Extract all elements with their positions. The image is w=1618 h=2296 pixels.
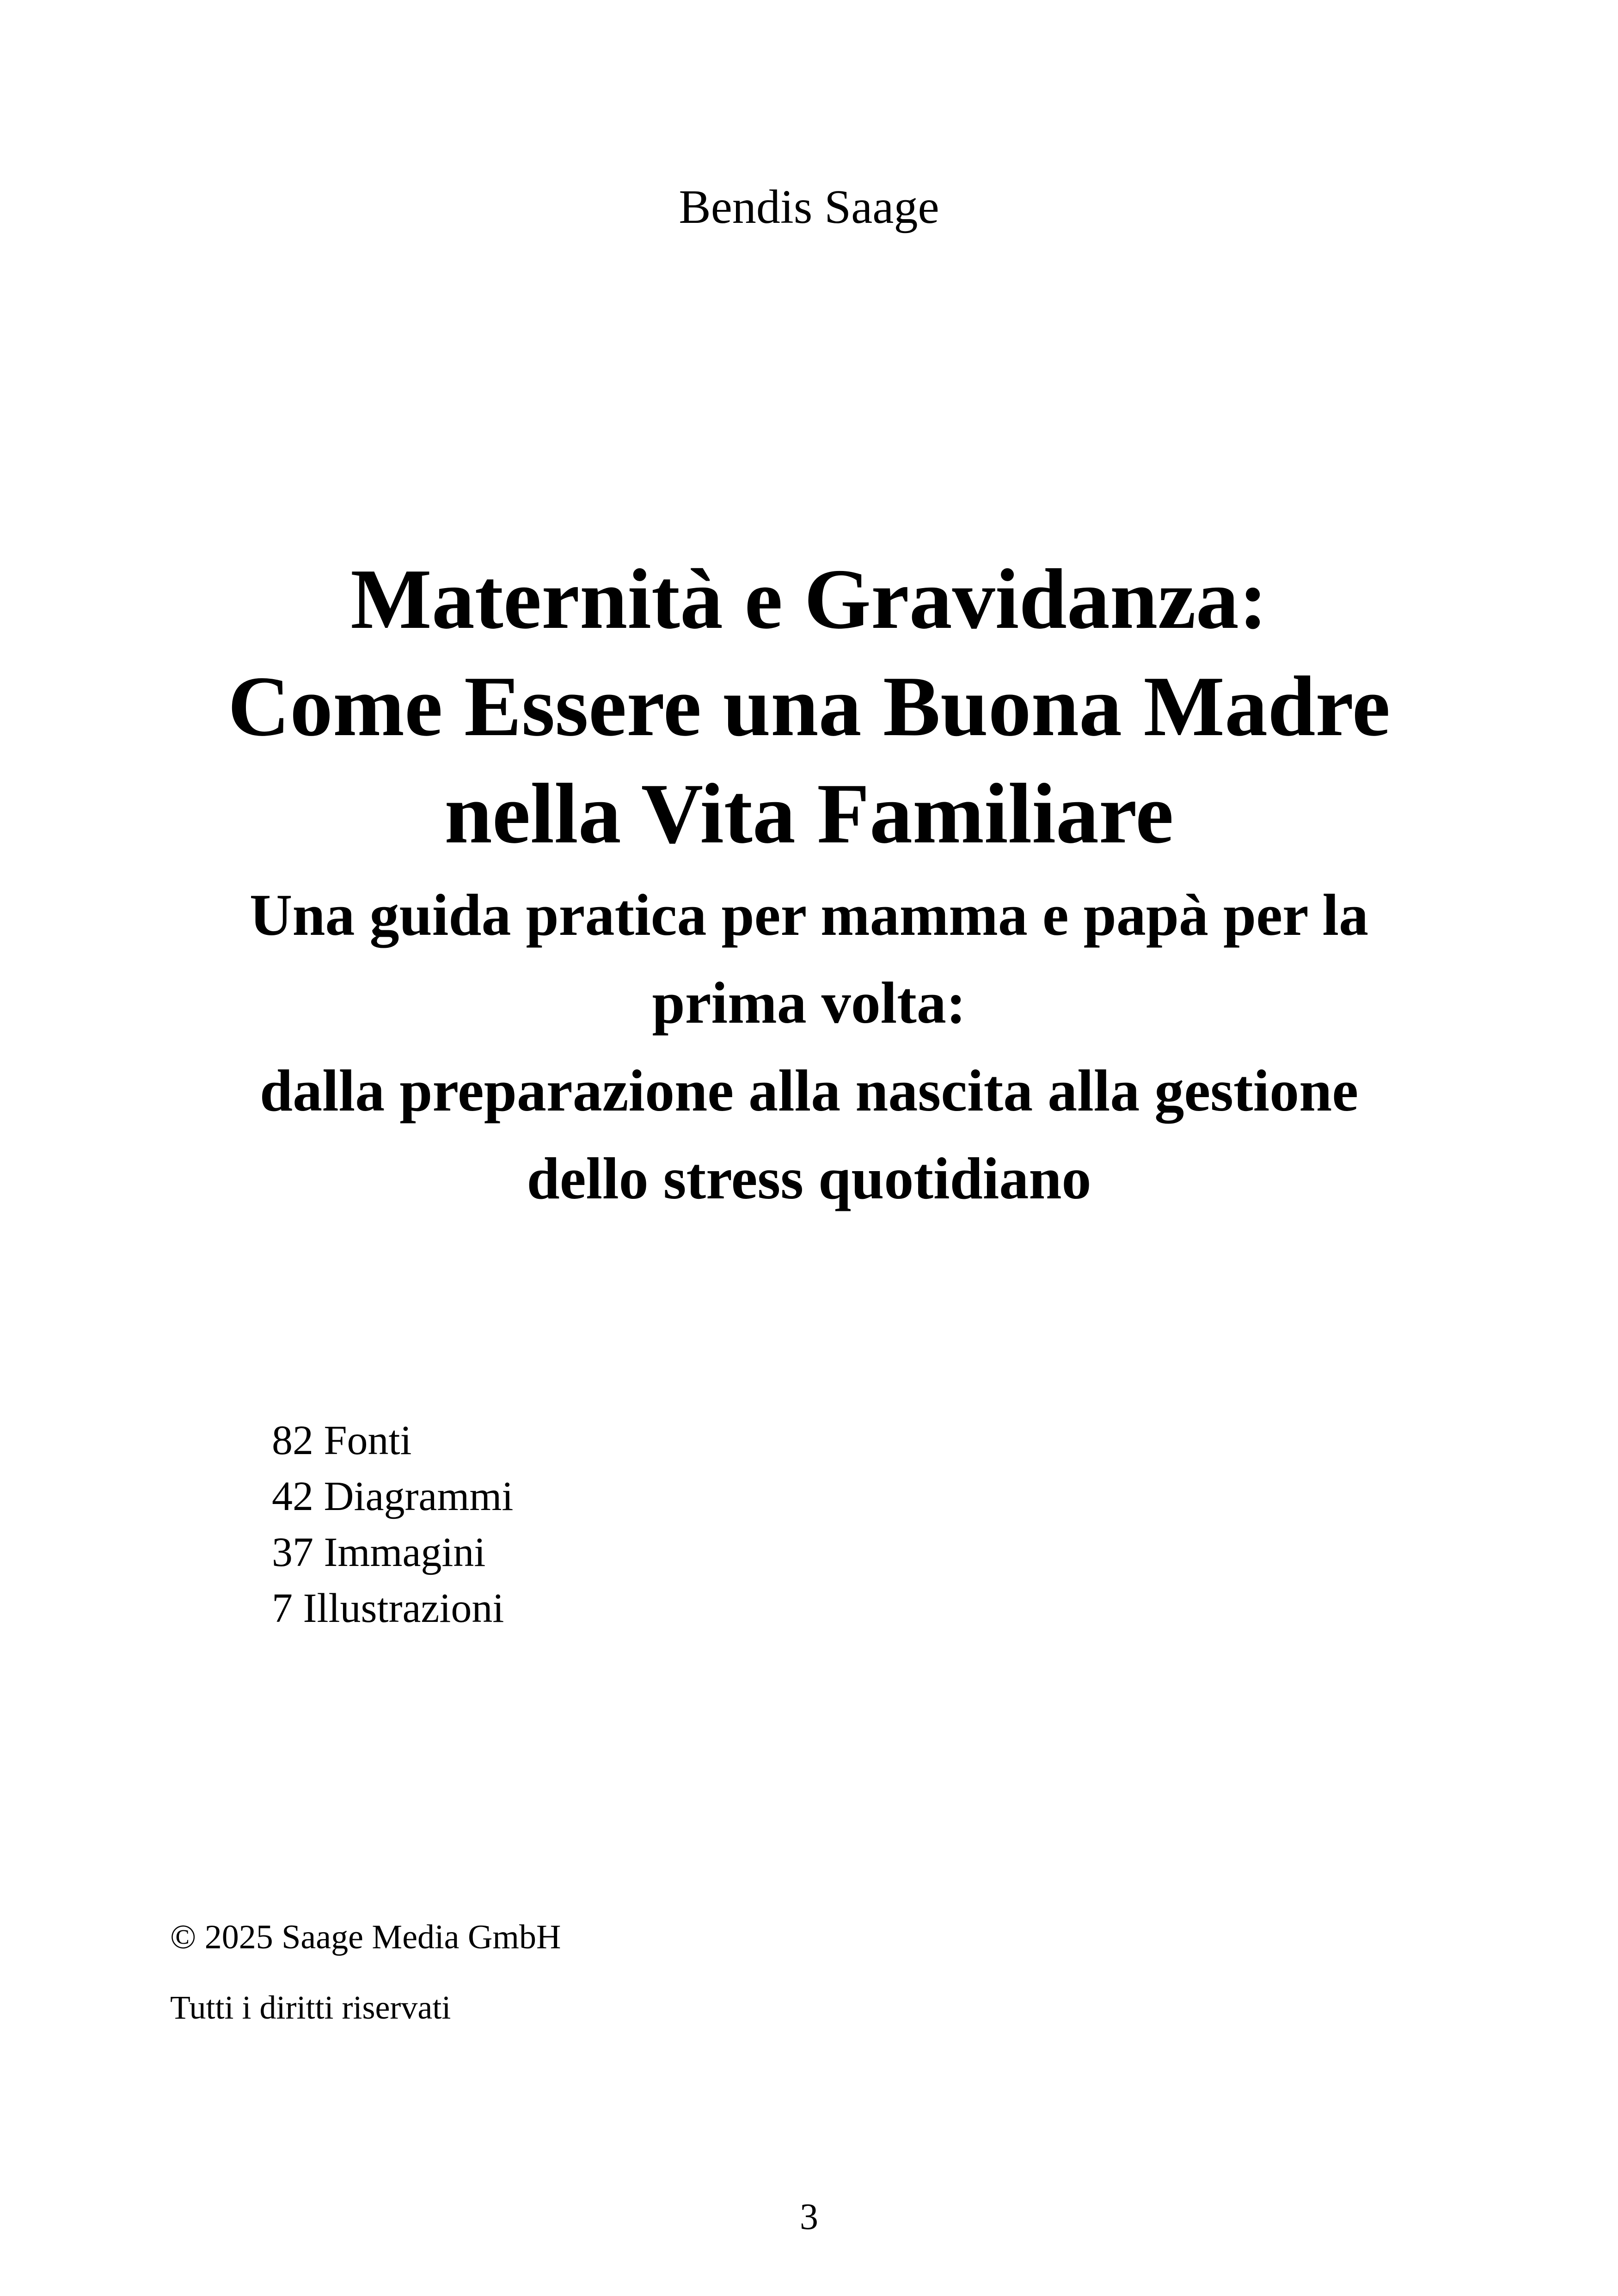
subtitle bbox=[0, 871, 1618, 1222]
subtitle-line: dello stress quotidiano bbox=[527, 1146, 1091, 1211]
copyright-notice: © 2025 Saage Media GmbH bbox=[170, 1918, 561, 1956]
subtitle-line: prima volta: bbox=[652, 970, 966, 1036]
page-number: 3 bbox=[800, 2197, 818, 2237]
title-line: Maternità e Gravidanza: bbox=[350, 552, 1268, 647]
author-name: Bendis Saage bbox=[679, 180, 939, 233]
title-line: nella Vita Familiare bbox=[444, 766, 1174, 861]
stat-item-illustrations: 7 Illustrazioni bbox=[272, 1585, 504, 1631]
title-line: Come Essere una Buona Madre bbox=[227, 659, 1391, 754]
stats-list bbox=[272, 1412, 513, 1636]
stat-item-sources: 82 Fonti bbox=[272, 1418, 412, 1463]
subtitle-line: dalla preparazione alla nascita alla gestione bbox=[259, 1058, 1359, 1123]
stat-item-diagrams: 42 Diagrammi bbox=[272, 1473, 514, 1519]
title-block bbox=[0, 546, 1618, 1222]
rights-notice: Tutti i diritti riservati bbox=[170, 1989, 451, 2026]
stat-item-images: 37 Immagini bbox=[272, 1529, 486, 1575]
subtitle-line: Una guida pratica per mamma e papà per la bbox=[249, 882, 1369, 948]
